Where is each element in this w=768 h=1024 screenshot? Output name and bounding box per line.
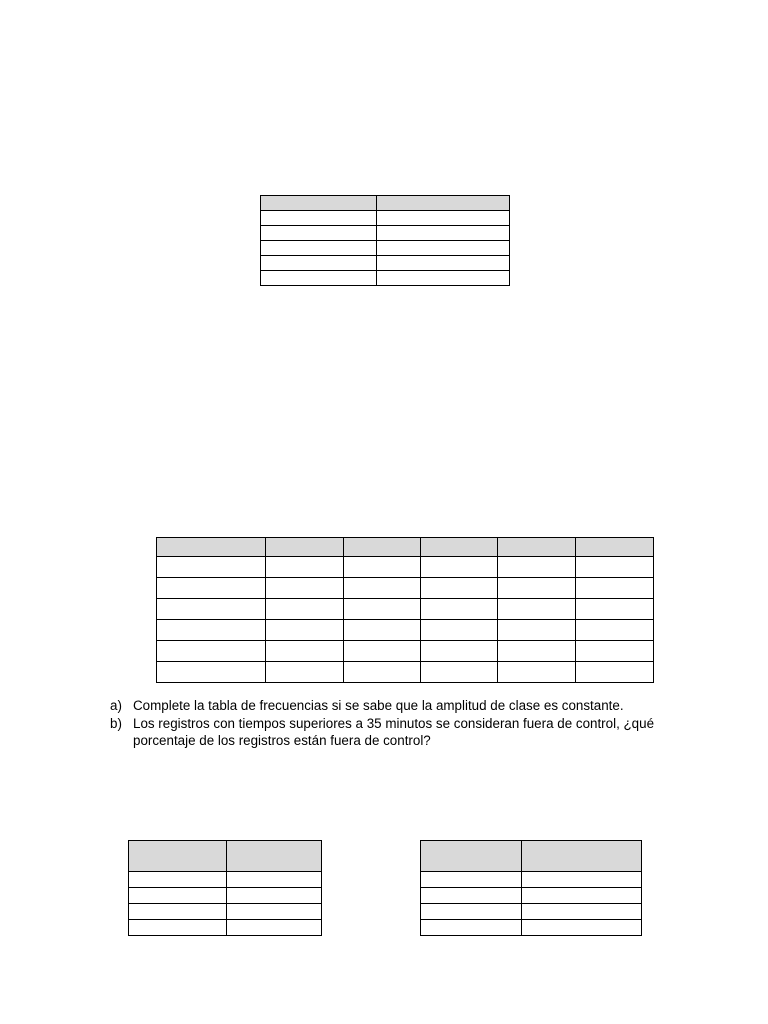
table-row: [421, 904, 642, 920]
table-header-row: [421, 841, 642, 872]
table-row: [157, 557, 654, 578]
question-letter: a): [110, 698, 122, 713]
table-row: [157, 599, 654, 620]
table-4: [420, 840, 642, 936]
table-1: [260, 195, 510, 286]
table-row: [129, 904, 322, 920]
table-row: [157, 578, 654, 599]
question-a: [110, 697, 670, 715]
table-row: [129, 872, 322, 888]
table-header-row: [157, 538, 654, 557]
frequency-table: [156, 537, 654, 683]
table-row: [157, 662, 654, 683]
table-row: [261, 256, 510, 271]
table-row: [261, 271, 510, 286]
table-row: [261, 226, 510, 241]
question-text: Complete la tabla de frecuencias si se sabe que la amplitud de clase es constante.: [133, 698, 624, 713]
question-text: Los registros con tiempos superiores a 35 minutos se consideran fuera de control, ¿qué porcentaje de los registros están fuera de control?: [133, 715, 655, 748]
table-row: [129, 920, 322, 936]
table-row: [421, 872, 642, 888]
table-3: [128, 840, 322, 936]
question-b: [110, 715, 670, 750]
question-letter: b): [110, 715, 122, 731]
table-header-row: [261, 196, 510, 211]
table-row: [157, 641, 654, 662]
table-row: [421, 920, 642, 936]
table-row: [129, 888, 322, 904]
table-row: [261, 241, 510, 256]
table-row: [421, 888, 642, 904]
table-row: [157, 620, 654, 641]
table-row: [261, 211, 510, 226]
table-header-row: [129, 841, 322, 872]
questions-list: [110, 697, 670, 750]
